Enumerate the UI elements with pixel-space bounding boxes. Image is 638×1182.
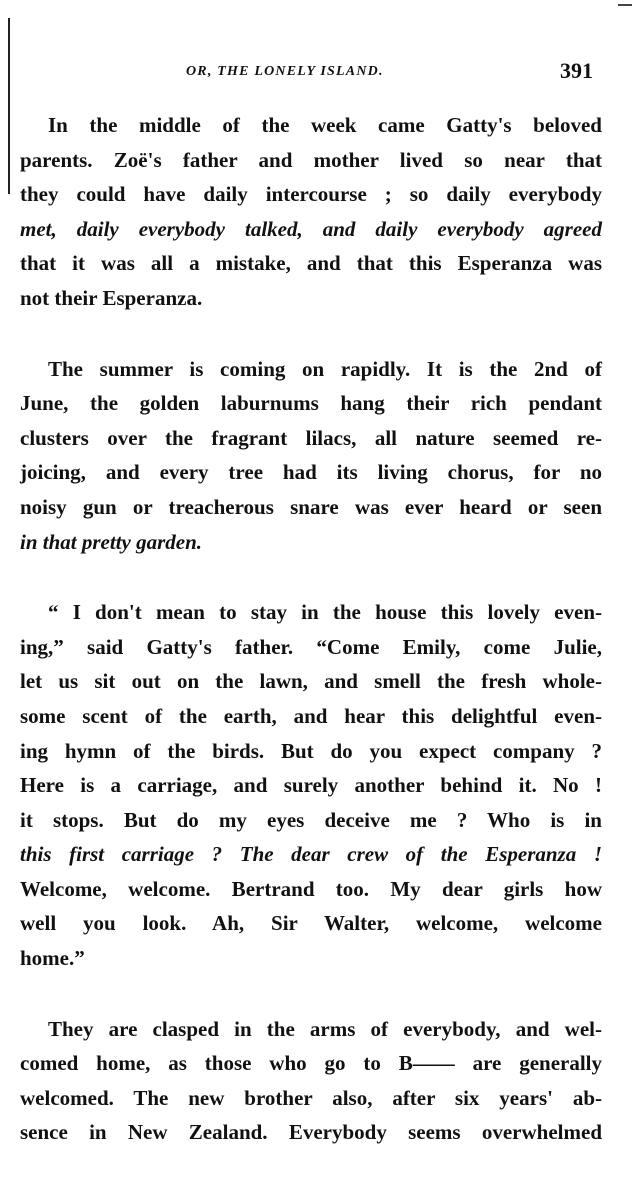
text-line: parents. Zoë's father and mother lived so near that	[20, 147, 602, 172]
corner-mark	[618, 4, 632, 6]
page-number: 391	[560, 58, 593, 83]
paragraph	[20, 352, 602, 560]
paragraph	[20, 108, 602, 316]
text-line: June, the golden laburnums hang their rich pendant	[20, 391, 602, 416]
text-line: some scent of the earth, and hear this delightful even-	[20, 703, 602, 728]
body-text	[20, 108, 602, 1150]
text-line: Welcome, welcome. Bertrand too. My dear girls how	[20, 876, 602, 901]
text-line: that it was all a mistake, and that this Esperanza was	[20, 251, 602, 276]
text-line: ing hymn of the birds. But do you expect company ?	[20, 738, 602, 763]
running-title: OR, THE LONELY ISLAND.	[186, 64, 384, 79]
running-head	[0, 58, 638, 86]
text-line: clusters over the fragrant lilacs, all nature seemed re-	[20, 425, 602, 450]
text-line: joicing, and every tree had its living chorus, for no	[20, 460, 602, 485]
text-line: The summer is coming on rapidly. It is the 2nd of	[48, 356, 602, 381]
text-line: in that pretty garden.	[20, 529, 203, 554]
text-line: welcomed. The new brother also, after six years' ab-	[20, 1085, 602, 1110]
text-line: met, daily everybody talked, and daily everybody agreed	[20, 216, 602, 241]
paragraph	[20, 595, 602, 976]
text-line: In the middle of the week came Gatty's beloved	[48, 113, 602, 137]
text-line: ing,” said Gatty's father. “Come Emily, come Julie,	[20, 634, 602, 659]
text-line: let us sit out on the lawn, and smell the fresh whole-	[20, 669, 602, 694]
text-line: not their Esperanza.	[20, 285, 203, 310]
text-line: home.”	[20, 946, 85, 971]
text-line: comed home, as those who go to B—— are generally	[20, 1051, 602, 1076]
text-line: “ I don't mean to stay in the house this lovely even-	[48, 600, 602, 625]
text-line: noisy gun or treacherous snare was ever heard or seen	[20, 494, 602, 519]
text-line: it stops. But do my eyes deceive me ? Who is in	[20, 807, 602, 832]
margin-rule	[8, 18, 10, 194]
text-line: well you look. Ah, Sir Walter, welcome, welcome	[20, 911, 602, 936]
text-line: Here is a carriage, and surely another behind it. No !	[20, 773, 602, 798]
text-line: this first carriage ? The dear crew of the Esperanza !	[20, 842, 602, 867]
text-line: They are clasped in the arms of everybody, and wel-	[48, 1016, 602, 1041]
paragraph	[20, 1012, 602, 1150]
text-line: sence in New Zealand. Everybody seems overwhelmed	[20, 1120, 602, 1145]
text-line: they could have daily intercourse ; so daily everybody	[20, 182, 602, 207]
